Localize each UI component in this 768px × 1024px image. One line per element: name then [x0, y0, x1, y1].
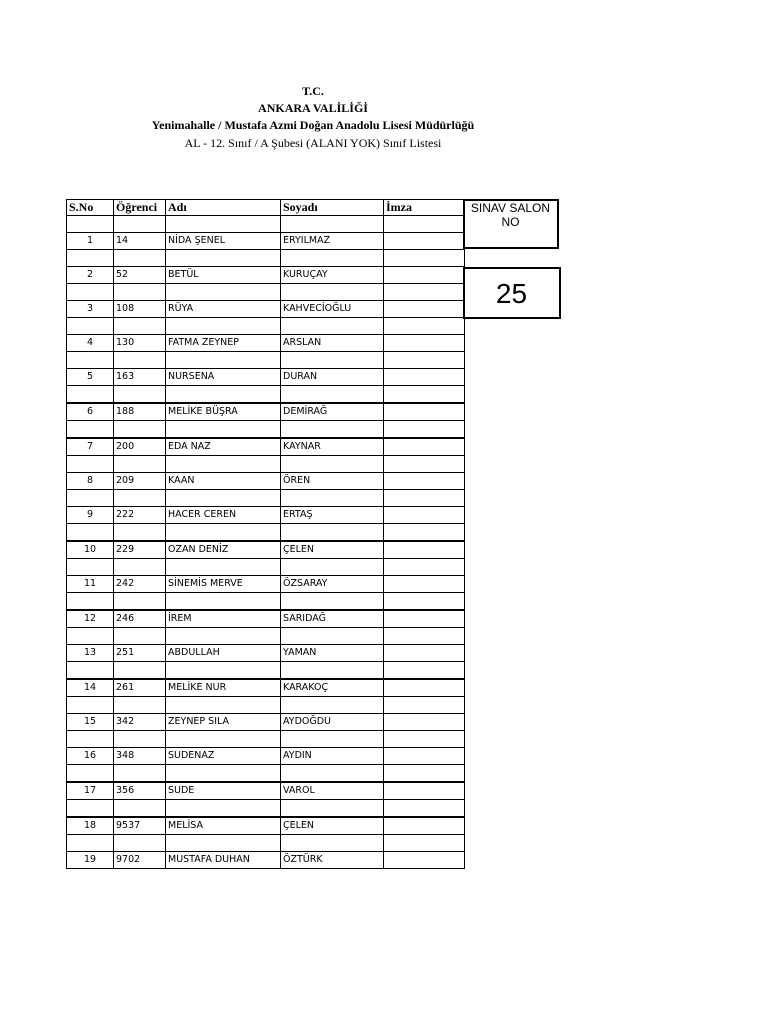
- row-last-name: VAROL: [281, 782, 384, 800]
- table-cell-empty: [384, 593, 465, 611]
- table-cell-empty: [281, 421, 384, 439]
- row-last-name: AYDOĞDU: [281, 714, 384, 731]
- table-cell-empty: [281, 284, 384, 301]
- table-cell-empty: [114, 628, 166, 645]
- row-sno: 10: [67, 541, 114, 559]
- row-student-no: 251: [114, 645, 166, 662]
- row-last-name: ÇELEN: [281, 817, 384, 835]
- table-cell-empty: [384, 662, 465, 680]
- row-signature: [384, 438, 465, 456]
- row-sno: 7: [67, 438, 114, 456]
- row-student-no: 246: [114, 610, 166, 628]
- table-spacer-row: [67, 421, 465, 439]
- row-signature: [384, 267, 465, 284]
- table-cell-empty: [114, 421, 166, 439]
- table-cell-empty: [166, 628, 281, 645]
- table-cell-empty: [114, 250, 166, 267]
- row-last-name: SARIDAĞ: [281, 610, 384, 628]
- row-sno: 2: [67, 267, 114, 284]
- table-cell-empty: [166, 765, 281, 783]
- exam-room-label-box: [463, 199, 559, 249]
- table-cell-empty: [114, 835, 166, 852]
- table-cell-empty: [114, 318, 166, 335]
- row-student-no: 261: [114, 679, 166, 697]
- table-cell-empty: [384, 628, 465, 645]
- table-cell-empty: [166, 386, 281, 404]
- table-row: [67, 301, 465, 318]
- row-signature: [384, 507, 465, 524]
- row-last-name: ÇELEN: [281, 541, 384, 559]
- row-first-name: BETÜL: [166, 267, 281, 284]
- table-cell-empty: [384, 559, 465, 576]
- row-last-name: ÖZSARAY: [281, 576, 384, 593]
- table-cell-empty: [166, 318, 281, 335]
- row-first-name: OZAN DENİZ: [166, 541, 281, 559]
- header-class-list-title: AL - 12. Sınıf / A Şubesi (ALANI YOK) Sınıf Listesi: [184, 136, 442, 150]
- row-student-no: 9702: [114, 852, 166, 869]
- table-spacer-row: [67, 524, 465, 542]
- table-spacer-row: [67, 662, 465, 680]
- table-cell-empty: [166, 731, 281, 748]
- row-student-no: 222: [114, 507, 166, 524]
- table-cell-empty: [114, 216, 166, 233]
- row-first-name: MELİKE NUR: [166, 679, 281, 697]
- table-cell-empty: [67, 456, 114, 473]
- table-cell-empty: [67, 386, 114, 404]
- table-cell-empty: [67, 352, 114, 369]
- table-body: [67, 216, 465, 869]
- row-sno: 15: [67, 714, 114, 731]
- column-header-sno: S.No: [67, 200, 114, 216]
- table-cell-empty: [384, 835, 465, 852]
- table-cell-empty: [67, 835, 114, 852]
- table-cell-empty: [384, 524, 465, 542]
- table-cell-empty: [384, 318, 465, 335]
- row-signature: [384, 473, 465, 490]
- row-sno: 11: [67, 576, 114, 593]
- table-cell-empty: [166, 662, 281, 680]
- table-cell-empty: [114, 697, 166, 714]
- table-cell-empty: [166, 490, 281, 507]
- table-cell-empty: [384, 421, 465, 439]
- table-row: [67, 233, 465, 250]
- table-cell-empty: [114, 593, 166, 611]
- row-sno: 8: [67, 473, 114, 490]
- table-spacer-row: [67, 559, 465, 576]
- table-spacer-row: [67, 456, 465, 473]
- table-row: [67, 610, 465, 628]
- row-sno: 16: [67, 748, 114, 765]
- row-student-no: 229: [114, 541, 166, 559]
- row-signature: [384, 645, 465, 662]
- table-cell-empty: [281, 593, 384, 611]
- table-cell-empty: [281, 800, 384, 818]
- table-spacer-row: [67, 731, 465, 748]
- table-cell-empty: [166, 352, 281, 369]
- row-first-name: İREM: [166, 610, 281, 628]
- row-last-name: DEMİRAĞ: [281, 403, 384, 421]
- row-sno: 18: [67, 817, 114, 835]
- row-sno: 19: [67, 852, 114, 869]
- table-cell-empty: [166, 593, 281, 611]
- row-last-name: KAHVECİOĞLU: [281, 301, 384, 318]
- table-row: [67, 369, 465, 386]
- table-cell-empty: [67, 421, 114, 439]
- table-row: [67, 541, 465, 559]
- table-spacer-row: [67, 593, 465, 611]
- table-cell-empty: [67, 318, 114, 335]
- table-row: [67, 679, 465, 697]
- row-sno: 4: [67, 335, 114, 352]
- table-cell-empty: [67, 490, 114, 507]
- table-row: [67, 748, 465, 765]
- table-cell-empty: [384, 386, 465, 404]
- table-cell-empty: [114, 490, 166, 507]
- table-cell-empty: [114, 800, 166, 818]
- table-spacer-row: [67, 490, 465, 507]
- table-cell-empty: [67, 662, 114, 680]
- table-spacer-row: [67, 216, 465, 233]
- row-last-name: KARAKOÇ: [281, 679, 384, 697]
- row-signature: [384, 748, 465, 765]
- row-student-no: 163: [114, 369, 166, 386]
- row-first-name: NİDA ŞENEL: [166, 233, 281, 250]
- row-last-name: YAMAN: [281, 645, 384, 662]
- table-cell-empty: [166, 216, 281, 233]
- table-cell-empty: [384, 352, 465, 369]
- column-header-student-no: Öğrenci: [114, 200, 166, 216]
- table-cell-empty: [384, 250, 465, 267]
- table-cell-empty: [67, 593, 114, 611]
- table-cell-empty: [67, 731, 114, 748]
- row-sno: 3: [67, 301, 114, 318]
- row-student-no: 356: [114, 782, 166, 800]
- table-cell-empty: [281, 318, 384, 335]
- table-cell-empty: [166, 800, 281, 818]
- table-cell-empty: [114, 731, 166, 748]
- row-first-name: ZEYNEP SILA: [166, 714, 281, 731]
- table-row: [67, 852, 465, 869]
- table-cell-empty: [166, 250, 281, 267]
- table-spacer-row: [67, 318, 465, 335]
- row-signature: [384, 335, 465, 352]
- row-signature: [384, 576, 465, 593]
- table-cell-empty: [384, 284, 465, 301]
- row-first-name: SUDE: [166, 782, 281, 800]
- table-cell-empty: [384, 731, 465, 748]
- table-cell-empty: [67, 284, 114, 301]
- table-cell-empty: [281, 524, 384, 542]
- table-cell-empty: [384, 697, 465, 714]
- table-spacer-row: [67, 352, 465, 369]
- table-cell-empty: [67, 524, 114, 542]
- row-signature: [384, 782, 465, 800]
- table-cell-empty: [67, 628, 114, 645]
- row-signature: [384, 541, 465, 559]
- table-cell-empty: [67, 800, 114, 818]
- row-student-no: 188: [114, 403, 166, 421]
- row-first-name: SUDENAZ: [166, 748, 281, 765]
- row-first-name: EDA NAZ: [166, 438, 281, 456]
- table-cell-empty: [114, 765, 166, 783]
- table-row: [67, 507, 465, 524]
- table-spacer-row: [67, 284, 465, 301]
- table-cell-empty: [281, 216, 384, 233]
- table-cell-empty: [281, 697, 384, 714]
- table-cell-empty: [166, 284, 281, 301]
- row-first-name: FATMA ZEYNEP: [166, 335, 281, 352]
- table-cell-empty: [67, 250, 114, 267]
- table-spacer-row: [67, 697, 465, 714]
- row-signature: [384, 301, 465, 318]
- row-student-no: 209: [114, 473, 166, 490]
- table-cell-empty: [281, 490, 384, 507]
- table-spacer-row: [67, 835, 465, 852]
- table-spacer-row: [67, 628, 465, 645]
- exam-room-label-line1: SINAV SALON: [470, 201, 551, 215]
- row-signature: [384, 714, 465, 731]
- row-last-name: ÖZTÜRK: [281, 852, 384, 869]
- column-header-signature: İmza: [384, 200, 465, 216]
- table-cell-empty: [166, 456, 281, 473]
- table-cell-empty: [281, 731, 384, 748]
- table-row: [67, 714, 465, 731]
- table-row: [67, 438, 465, 456]
- row-student-no: 348: [114, 748, 166, 765]
- row-student-no: 108: [114, 301, 166, 318]
- row-sno: 14: [67, 679, 114, 697]
- row-student-no: 14: [114, 233, 166, 250]
- table-cell-empty: [114, 456, 166, 473]
- table-row: [67, 473, 465, 490]
- row-first-name: HACER CEREN: [166, 507, 281, 524]
- row-last-name: KAYNAR: [281, 438, 384, 456]
- row-first-name: NURSENA: [166, 369, 281, 386]
- table-cell-empty: [166, 524, 281, 542]
- table-header-row: [67, 200, 465, 216]
- table-row: [67, 403, 465, 421]
- table-cell-empty: [281, 559, 384, 576]
- row-first-name: SİNEMİS MERVE: [166, 576, 281, 593]
- row-first-name: KAAN: [166, 473, 281, 490]
- table-cell-empty: [166, 835, 281, 852]
- table-cell-empty: [384, 490, 465, 507]
- table-cell-empty: [281, 386, 384, 404]
- table-spacer-row: [67, 765, 465, 783]
- table-spacer-row: [67, 386, 465, 404]
- row-student-no: 9537: [114, 817, 166, 835]
- row-student-no: 200: [114, 438, 166, 456]
- table-cell-empty: [281, 765, 384, 783]
- table-row: [67, 335, 465, 352]
- table-cell-empty: [281, 628, 384, 645]
- class-list-table: [66, 199, 465, 869]
- row-student-no: 130: [114, 335, 166, 352]
- exam-room-label-line2: NO: [501, 215, 520, 229]
- row-sno: 12: [67, 610, 114, 628]
- row-sno: 5: [67, 369, 114, 386]
- table-row: [67, 576, 465, 593]
- table-cell-empty: [114, 662, 166, 680]
- row-signature: [384, 679, 465, 697]
- table-row: [67, 645, 465, 662]
- table-row: [67, 782, 465, 800]
- row-signature: [384, 369, 465, 386]
- row-sno: 13: [67, 645, 114, 662]
- table-cell-empty: [281, 662, 384, 680]
- table-cell-empty: [166, 697, 281, 714]
- row-first-name: RÜYA: [166, 301, 281, 318]
- row-first-name: MELİKE BÜŞRA: [166, 403, 281, 421]
- table-spacer-row: [67, 250, 465, 267]
- row-sno: 6: [67, 403, 114, 421]
- row-last-name: ÖREN: [281, 473, 384, 490]
- row-sno: 1: [67, 233, 114, 250]
- row-first-name: MUSTAFA DUHAN: [166, 852, 281, 869]
- row-student-no: 52: [114, 267, 166, 284]
- row-student-no: 242: [114, 576, 166, 593]
- table-cell-empty: [384, 216, 465, 233]
- table-cell-empty: [114, 284, 166, 301]
- table-cell-empty: [114, 352, 166, 369]
- row-sno: 9: [67, 507, 114, 524]
- table-spacer-row: [67, 800, 465, 818]
- row-signature: [384, 852, 465, 869]
- row-signature: [384, 403, 465, 421]
- table-cell-empty: [67, 216, 114, 233]
- row-signature: [384, 817, 465, 835]
- table-cell-empty: [166, 421, 281, 439]
- row-last-name: ERTAŞ: [281, 507, 384, 524]
- row-last-name: DURAN: [281, 369, 384, 386]
- table-cell-empty: [166, 559, 281, 576]
- table-cell-empty: [281, 352, 384, 369]
- row-student-no: 342: [114, 714, 166, 731]
- row-first-name: MELİSA: [166, 817, 281, 835]
- table-cell-empty: [384, 456, 465, 473]
- exam-room-number: 25: [463, 267, 561, 319]
- row-signature: [384, 233, 465, 250]
- table-cell-empty: [384, 765, 465, 783]
- table-cell-empty: [281, 456, 384, 473]
- row-sno: 17: [67, 782, 114, 800]
- row-last-name: KURUÇAY: [281, 267, 384, 284]
- header-tc: T.C.: [302, 84, 324, 98]
- column-header-first-name: Adı: [166, 200, 281, 216]
- row-last-name: ERYILMAZ: [281, 233, 384, 250]
- table-cell-empty: [281, 835, 384, 852]
- table-cell-empty: [67, 559, 114, 576]
- table-row: [67, 817, 465, 835]
- table-cell-empty: [114, 559, 166, 576]
- row-last-name: AYDIN: [281, 748, 384, 765]
- row-signature: [384, 610, 465, 628]
- row-first-name: ABDULLAH: [166, 645, 281, 662]
- table-row: [67, 267, 465, 284]
- row-last-name: ARSLAN: [281, 335, 384, 352]
- table-cell-empty: [114, 524, 166, 542]
- table-cell-empty: [281, 250, 384, 267]
- table-cell-empty: [67, 697, 114, 714]
- header-province: ANKARA VALİLİĞİ: [258, 101, 368, 115]
- table-cell-empty: [114, 386, 166, 404]
- table-cell-empty: [384, 800, 465, 818]
- header-school: Yenimahalle / Mustafa Azmi Doğan Anadolu Lisesi Müdürlüğü: [151, 118, 475, 132]
- table-cell-empty: [67, 765, 114, 783]
- column-header-last-name: Soyadı: [281, 200, 384, 216]
